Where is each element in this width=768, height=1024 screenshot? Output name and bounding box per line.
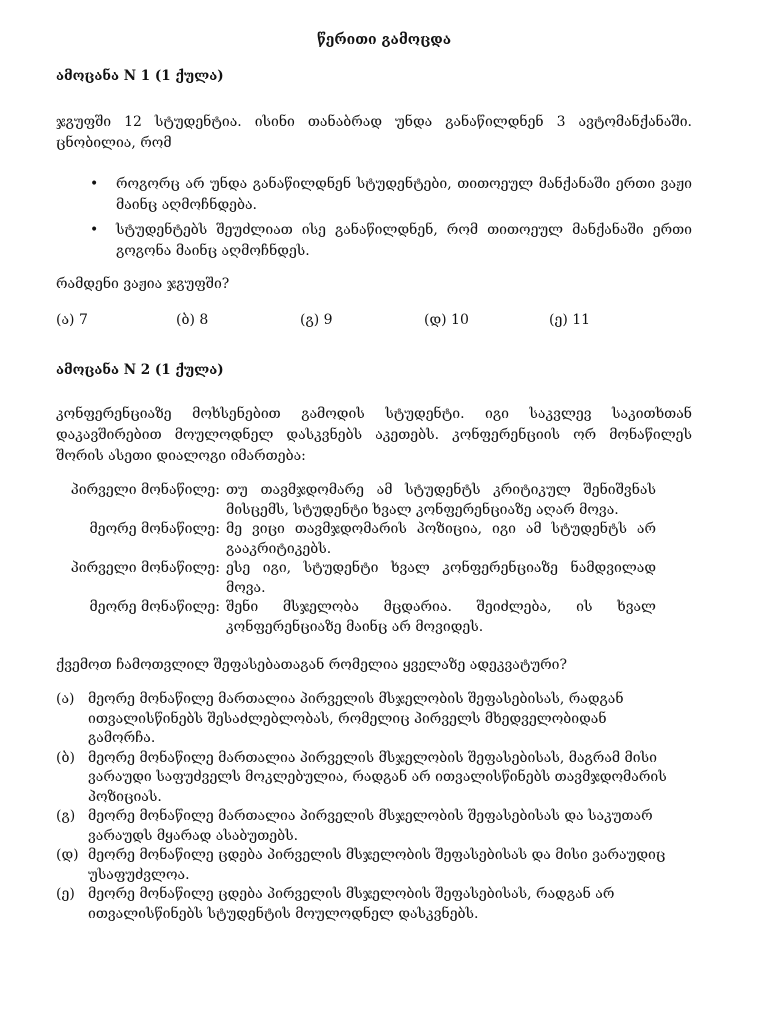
task2-question: ქვემოთ ჩამოთვლილ შეფასებათაგან რომელია ყველაზე ადეკვატური? [56,657,567,673]
task1-conditions-list [88,174,692,266]
speaker-text: თუ თავმჯდომარე ამ სტუდენტს კრიტიკულ შენიშვნას მისცემს, სტუდენტი ხვალ კონფერენციაზე აღარ მოვა. [226,482,656,518]
answer-text: მეორე მონაწილე მართალია პირველის მსჯელობის შეფასებისას, რადგან ითვალისწინებს შესაძლებლობას, რომელიც პირველს მხედველობიდან გამორჩა. [88,691,624,746]
task1-question: რამდენი ვაჟია ჯგუფში? [56,276,230,292]
answer-option[interactable] [56,690,676,749]
option-a[interactable]: (ა) 7 [56,312,88,328]
task2-intro: კონფერენციაზე მოხსენებით გამოდის სტუდენტი. იგი საკვლევ საკითხთან დაკავშირებით მოულოდნელ დასკვნებს აკეთებს. კონფერენციის ორ მონაწილეს შორის ასეთი დიალოგი იმართება: [56,406,692,464]
speaker-label: პირველი მონაწილე: [70,482,220,498]
task2-heading: ამოცანა N 2 (1 ქულა) [56,362,224,378]
speaker-text: ესე იგი, სტუდენტი ხვალ კონფერენციაზე ნამდვილად მოვა. [226,560,656,596]
bullet-icon: • [90,176,99,192]
answer-letter: (გ) [56,808,76,824]
option-d[interactable]: (დ) 10 [424,312,469,328]
option-e[interactable]: (ე) 11 [549,312,591,328]
condition-text: როგორც არ უნდა განაწილდნენ სტუდენტები, თითოეულ მანქანაში ერთი ვაჟი მაინც აღმოჩნდება. [116,176,692,213]
speaker-label: მეორე მონაწილე: [89,521,220,537]
speaker-text: შენი მსჯელობა მცდარია. შეიძლება, ის ხვალ კონფერენციაზე მაინც არ მოვიდეს. [226,599,656,635]
task2-dialogue [56,481,656,637]
answer-text: მეორე მონაწილე ცდება პირველის მსჯელობის შეფასებისას და მისი ვარაუდიც უსაფუძვლოა. [88,847,666,883]
dialogue-line [56,481,656,520]
answer-option[interactable] [56,749,676,808]
condition-text: სტუდენტებს შეუძლიათ ისე განაწილდნენ, რომ თითოეულ მანქანაში ერთი გოგონა მაინც აღმოჩნდეს. [116,222,692,259]
answer-text: მეორე მონაწილე ცდება პირველის მსჯელობის შეფასებისას, რადგან არ ითვალისწინებს სტუდენტის მოულოდნელ დასკვნებს. [88,886,615,922]
speaker-label: პირველი მონაწილე: [70,560,220,576]
page-title: წერითი გამოცდა [316,32,452,48]
dialogue-line [56,520,656,559]
answer-option[interactable] [56,885,676,924]
task2-answers [56,690,676,924]
speaker-label: მეორე მონაწილე: [89,599,220,615]
speaker-text: მე ვიცი თავმჯდომარის პოზიცია, იგი ამ სტუდენტს არ გააკრიტიკებს. [226,521,656,557]
task1-options [56,312,696,334]
answer-text: მეორე მონაწილე მართალია პირველის მსჯელობის შეფასებისას და საკუთარ ვარაუდს მყარად ასაბუთებს. [88,808,653,844]
answer-text: მეორე მონაწილე მართალია პირველის მსჯელობის შეფასებისას, მაგრამ მისი ვარაუდი საფუძველს მოკლებულია, რადგან არ ითვალისწინებს თავმჯდომარის პოზიციას. [88,749,667,805]
list-item [88,174,692,216]
answer-letter: (ე) [56,886,75,902]
option-c[interactable]: (გ) 9 [300,312,333,328]
option-b[interactable]: (ბ) 8 [176,312,209,328]
dialogue-line [56,598,656,637]
answer-letter: (ბ) [56,749,75,766]
answer-option[interactable] [56,846,676,885]
task1-heading: ამოცანა N 1 (1 ქულა) [56,68,224,84]
task1-intro: ჯგუფში 12 სტუდენტია. ისინი თანაბრად უნდა განაწილდნენ 3 ავტომანქანაში. ცნობილია, რომ [56,114,692,151]
answer-option[interactable] [56,807,676,846]
list-item [88,220,692,262]
bullet-icon: • [90,222,99,238]
answer-letter: (ა) [56,691,75,707]
answer-letter: (დ) [56,847,79,863]
dialogue-line [56,559,656,598]
